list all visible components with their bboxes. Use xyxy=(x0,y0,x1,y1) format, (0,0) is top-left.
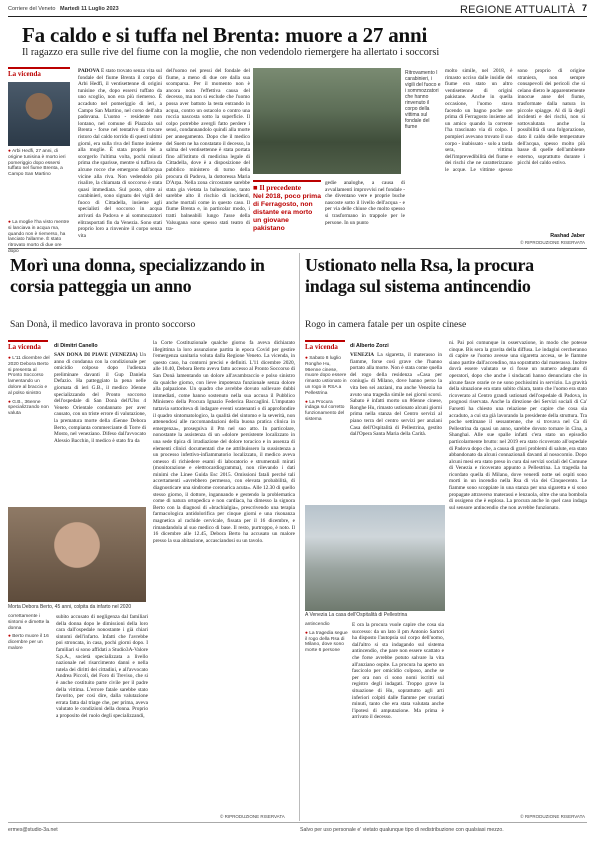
footer-email: ermes@studio-3a.net xyxy=(8,827,58,833)
story3-byline: di Alberto Zorzi xyxy=(350,343,389,349)
header-rule xyxy=(8,16,587,17)
story3-dateline: VENEZIA xyxy=(350,352,375,358)
story2-col1: SAN DONÀ DI PIAVE (VENEZIA) Un anno di condanna con la condizionale per omicidio colposo dopo l'udienza preliminare davanti il Gup Daniela Defazio. Ha patteggiato la pena nelle giornata di ieri G.B., il medico 36enne specializzando del Pronto soccorso dell'ospedale di San Donà dell'Ulss 4 Veneto Orientale condannato per aver causato, con un triste errore di valutazione, la prematura morte della 45enne Debora Berto, compianta commerciante di Torre di Mosto, nel veneziano. Difeso dall'avvocato Alessio Bacchin, il medico è stato fra da xyxy=(54,352,146,444)
story1-sidebar-item-1: ● Arbi Hedfi, 27 anni, di origine tunisina è morto ieri pomeriggio dopo essersi tuffato nel fiume Brenta, a Campo San Martino xyxy=(8,149,66,178)
story2-byline: di Dimitri Canello xyxy=(54,343,98,349)
story2-rights: © RIPRODUZIONE RISERVATA xyxy=(220,814,285,819)
story1-headline: Fa caldo e si tuffa nel Brenta: muore a 27 anni xyxy=(22,23,428,47)
story3-sidebar-label: La vicenda xyxy=(305,343,338,351)
story1-deck: Il ragazzo era sulle rive del fiume con la moglie, che non vedendolo riemergere ha allertato i soccorsi xyxy=(22,47,440,58)
story3-col3: ni. Pai poi comunque in osservazione, in modo che potesse cinque. Bis sera la gravita della diffusa. Le indagini cercheranno di capire se l'uomo avesse una sigaretta accesa, se le fiamme siano partite dall'accendino, ma soprattutto dal materasso. Inoltre dovrà essere valutato se ci fosse un numero adeguato di operatori, dopo che anche i sindacati hanno denunciato che in alcune fasce orarie ce ne sono pochissimi in servizio. La gravità della situazione era stato subito chiara, tanto che l'uomo era stato ricoverato al Centro grandi ustionati dell'ospedale di Padova, in prognosi riservata. Anche la direzione dei Servizi sociali di Ca' Farsetti ha chiesto una relazione per capire che cosa sia accaduto, a cui sta già lavorando la presidente della struttura. Tra poche settimane il sessantenne, che si trovava nel Ca di Pellestrina da quasi un anno, sarebbe dovuto tornare in Cina, a Shanghai. Alle sue spalle infatti c'era stato un episodio particolarmente brutto: nel 2019 era stato ricoverato all'ospedale di Padova dopo che, a causa di gravi problemi di salute, era stato abbandonato da alcuni connazionali davanti al nosocomio. Dopo alcuni mesi era stato preso in cura dai servizi sociali del Comune di Venezia e ricoverato appunto a Pellestrina. La tragedia ha ricordato quella di Milano, dove venerdì notte sei ospiti sono morti in un incendio nella Rsa di via dei Cinquecento. Le fiamme sono scoppiate in una stanza per una sigaretta e si sono propagate attraverso materassi e lenzuola, oltre che una bombola di ossigeno che è esplosa. La procura anche in quel caso indaga sul sensore antincendio che non avrebbe funzionato. xyxy=(449,340,587,511)
story1-bottom-rule xyxy=(8,248,587,249)
story1-rights: © RIPRODUZIONE RISERVATA xyxy=(520,240,585,245)
story2-deck: San Donà, il medico lavorava in pronto soccorso xyxy=(10,320,196,330)
story3-author: Alberto Zorzi xyxy=(356,343,389,349)
column-divider xyxy=(299,253,300,821)
story3-sidebar-bar xyxy=(305,340,345,342)
story2-col2: subito accusato di negligenza dal familiari della donna dopo le dimissioni della loro cara dall'ospedale nonostante i già chiari sintomi dell'infarto. Infatti che l'avrebbe poi stroncata, in casa, pochi giorni dopo. I familiari si sono affidati a Studio3A-Valore S.p.A., società specializzata a livello nazionale nel risarcimento danni e nella tutela dei diritti dei cittadini, e all'avvocato Andrea Piccoli, del Foro di Treviso, che si è anche costituito parte civile per il padre della vittima. L'errore fatale sarebbe stato favorito, per così dire, dalla valutazione errata fatta dal triage che, per prima, aveva valutato le condizioni della donna. Proprio a proposito del ruolo degli specializzandi, xyxy=(56,614,148,719)
footer-rule xyxy=(8,822,587,823)
story3-headline: Ustionato nella Rsa, la procura indaga sul sistema antincendio xyxy=(305,255,534,296)
story1-col3: gedie analoghe, a causa di avvallamenti improvvisi nel fondale - che diventano vere e proprie buche nascoste sotto il livello dell'acqua - e per via delle chiuse che molto spesso si trasformano in trappole per le persone. In un punto xyxy=(325,180,405,226)
story3-photo-caption: A Venezia La casa dell'Ospitalità di Pellestrina xyxy=(305,612,408,618)
story3-sidebar-items-2: antincendio ● La tragedia segue il rogo della Rsa di Milano, dove sono morte 6 persone xyxy=(305,622,348,654)
story1-sidebar-item-2: ● La moglie l'ha visto mentre si lanciava in acqua ma, quando non è riemerso, ha lanciato l'allarme. È stato ritrovato morto di due ore dopo xyxy=(8,220,70,254)
story2-dateline: SAN DONÀ DI PIAVE (VENEZIA) xyxy=(54,352,138,358)
story2-col3: la Corte Costituzionale qualche giorno fa aveva dichiarato illegittima la loro assunzione partita in epoca Covid per gestire l'emergenza sanitaria voluta dalla Regione Veneto. La vicenda, in questo caso, ha contorni precisi e definiti. L'11 dicembre 2020, alle 10.40, Debora Berto aveva fatto accesso al Pronto Soccorso di San Donà lamentando un dolore all'avambraccio e polso sinistro da qualche giorno, con lieve impotenza funzionale senza dolore alla palpazione. Un quadro che avrebbe dovuto sollevare dubbi immediati, come hanno sostenuto nella sua accusa il Pubblico Ministero della Procura Ignazio Federica Baccaglini. L'imputato tuttavia sottoriteva di indagare eventi scatenanti o di approfondire il quadro sintomatologico, la qualità del sintomo e la severità, non attenendosi alle raccomandazioni della buona pratica clinica in emergenza», proseguiva il Pm nel suo atto. In particolare, nonostante la assistenza di un «dolore persistente localizzato in una sede tipica di irradiazione del dolore toracico e in assenza di elementi clinici documentati che ne attribuissero la sussistenza a un processo infettivo-infiammatorio localizzato, il medico aveva omesso di richiedere esami di laboratorio e strumentali mirati (monitorazione e elettrocardiogramma), non rilevando i dati minimi che Linee Guida Esc 2015. Omissioni fatali perché tali accertamenti «avrebbero permesso, con elevata probabilità, di diagnosticare una sindrome coronarica acuta». Alle 12.30 di quello stesso giorno, il dottore, ingannando e gestendo la problematica come di natura ortopedica e non cardiaca, ha dimesso la signora Berto con la diagnosi di «brachialgia», prescrivendo una terapia farmacologica antidolorifica per cinque giorni e una risonanza magnetica al rachide cervicale, fissata per il 16 dicembre, e rimandandola al suo medico di base. Il resto, purtroppo, è noto. Il 16 dicembre alle 12.45, Debora Berto ha accusato un malore presso la sua abitazione, accasciandosi su un tavolo. xyxy=(153,340,295,544)
story1-col4: molto simile, nel 2018, è rimasto ucciso dalle insidie del fiume era stato un altro ventisettenne di origini pakistane. Anche in quella occasione, l'uomo stava facendo un bagno poche ore prima di Ferragosto insieme ad un amico quando la corrente l'ha trascinato via di colpo. I pompieri avevano trovato il suo corpo - inabissato - solo a tarda sera, vittima dell'imprevedibilità del fiume e dei rischi che ne caratterizzano le acque. Le vittime spesso sono proprio di origine straniera, non sempre consapevoli dei pericoli che si celano dietro le apparentemente innocue anse del fiume, trasformate dalla natura in piccole spiagge. Al di là degli incidenti e dei rischi, non si sottovalutata anche la possibilità di una folgorazione, dato il caldo delle temperature dell'acqua, spesso molto più basse di quelle dell'ambiente esterno, soprattutto durante i picchi del caldo estivo. xyxy=(445,68,585,173)
story2-sidebar-items: ● L'11 dicembre del 2020 Debora Berto si presenta al Pronto Soccorso lamentando un dolore al braccio e al polso sinistro ● G.B., 36enne specializzando non valuta xyxy=(8,356,50,417)
story1-col2: dell'uomo nei pressi del fondale del fiume, a meno di due ore dalla sua scomparsa. Per il momento non è ancora nota l'effettiva causa del decesso, ma non si esclude che l'uomo possa aver battuto la testa entrando in acqua, contro un ostacolo o contro una roccia nascosta sotto la superficie. Il colpo potrebbe avergli fatto perdere i sensi, condannandolo quindi alla morte per annegamento. Dopo che il medico del Suem ne ha constatato il decesso, la salma del ventisettenne è stata portata fino all'istituto di medicina legale di Cittadella, dove è a disposizione del pubblico ministero di turno della procura di Padova, la dottoressa Maria D'Arpa. Nella zona circostante sarebbe stata gia vietata la balneazione, tanto sarebbe alto il rischio di incidenti, anche mortali come in questo caso. Il fiume Brenta e, in particolar modo, i tratti balneabili lungo l'asse della Valsugana sono spesso stati teatro di tra- xyxy=(166,68,250,233)
story2-headline: Morì una donna, specializzando in corsia patteggia un anno xyxy=(10,255,265,296)
footer-notice: Salvo per uso personale e' vietato qualunque tipo di redistribuzione con qualsiasi mezzo. xyxy=(300,827,504,833)
story3-deck: Rogo in camera fatale per un ospite cinese xyxy=(305,320,467,330)
story3-sidebar-items: ● Sabato 8 luglio Ronghe Hu, 96enne cinese, muore dopo essere rimasto ustionato in un rogo in RSA a Pellestrina ● La Procura indaga sul corretto funzionamento del sistema xyxy=(305,356,347,422)
page-number: 7 xyxy=(581,3,587,13)
story2-victim-photo xyxy=(8,507,146,602)
masthead xyxy=(8,6,119,12)
story1-portrait-photo xyxy=(8,82,70,146)
precedente-head: ■ Il precedente xyxy=(253,183,302,192)
story3-building-photo xyxy=(305,505,445,611)
story1-photo-caption: Ritrovamento I carabinieri, i vigili del fuoco e i sommozzatori che hanno rinvenuto il corpo della vittima sul fondale del fiume xyxy=(405,70,441,130)
story1-sidebar-bar xyxy=(8,67,70,69)
story1-col1: PADOVA È stato trovato senza vita sul fondale del fiume Brenta il corpo di Arbi Hedfi, il ventisettenne di origini tunisine che, dopo essersi tuffato da uno scoglio, non era più riemerso. È accaduto nel pomeriggio di ieri, a Campo San Martino, nel corso dell'alta padovana. L'uomo - residente non lontano, nel comune di Piazzola sul Brenta - forse nel tentativo di trovare ristoro dal caldo torrido di questi ultimi giorni, era sulla riva del fiume insieme alla moglie. È stata proprio lei a scorgerlo l'ultima volta, pochi minuti prima che sparisse, mentre si tuffava da alcune rocce che emergono dall'acqua vicine alla riva. Non vedendolo più risalire, la chiamata di soccorso è stata quasi immediata. Sul posto, oltre ai carabinieri, sono signatu dei vigili del fuoco di Cittadella, insieme agli specialisti del soccorso in acqua arrivati da Padova e ai sommozzatori elitrasportati fin da Venezia. Sono stati proprio loro a rinvenire il corpo senza vita xyxy=(78,68,162,239)
precedente-text: Nel 2018, poco prima di Ferragosto, non distante era morto un giovane pakistano xyxy=(253,193,321,232)
paper-name: Corriere del Veneto xyxy=(8,6,56,12)
story1-river-photo xyxy=(253,68,401,174)
story3-col2: E ora la procura vuole capire che cosa sia successo: da un lato il pm Antonio Sartori ha disposto l'autopsia sul corpo dell'uomo, dall'altro si sta indagando sul sistema antincendio, che pare non essere scattato e che forse avrebbe potuto salvare la vita all'anziano ospite. La procura ha aperto un fascicolo per omicidio colposo, anche se per ora non ci sono nomi iscritti sul registro degli indagati. Troppo grave la situazione di Hu, soprattutto agli arti inferiori colpiti dalle fiamme per svariati minuti, tanto che era stata valutata anche l'ipotesi di amputazione. Ma prima è arrivato il decesso. xyxy=(352,622,444,721)
story1-dateline: PADOVA xyxy=(78,68,100,74)
story2-sidebar-items-2: correttamente i sintomi e dimette la donna ● Berto muore il 16 dicembre per un malore xyxy=(8,614,50,651)
story1-author: Rashad Jaber xyxy=(550,233,585,239)
issue-date: Martedì 11 Luglio 2023 xyxy=(59,6,119,12)
story1-sidebar-label: La vicenda xyxy=(8,70,41,78)
precedente-bar xyxy=(253,180,321,182)
story2-sidebar-label: La vicenda xyxy=(8,343,41,351)
section-title: REGIONE ATTUALITÀ xyxy=(459,4,575,16)
story3-rights: © RIPRODUZIONE RISERVATA xyxy=(520,814,585,819)
story2-author: Dimitri Canello xyxy=(60,343,98,349)
story2-sidebar-bar xyxy=(8,340,48,342)
story2-photo-caption: Morta Debora Berto, 45 anni, colpita da infarto nel 2020 xyxy=(8,604,132,610)
story3-col1: VENEZIA La sigaretta, il materasso in fiamme, forse così grave che l'hanno portato alla morte. Non è stata come quella del rogo della residenza «Casa per coniugi» di Milano, dove hanno perso la vita ben sei anziani, ma anche Venezia ha avuto una tragedia simile nei giorni scorsi. Sabato è infatti morto un 86enne cinese, Ronghe Hu, rimasto ustionato alcuni giorni prima nella stanza del Centro servizi al piano terra del centro servizi per anziani Casa dell'Ospitalità di Pellestrina, gestito dall'Opera Santa Maria della Carità. xyxy=(350,352,442,438)
